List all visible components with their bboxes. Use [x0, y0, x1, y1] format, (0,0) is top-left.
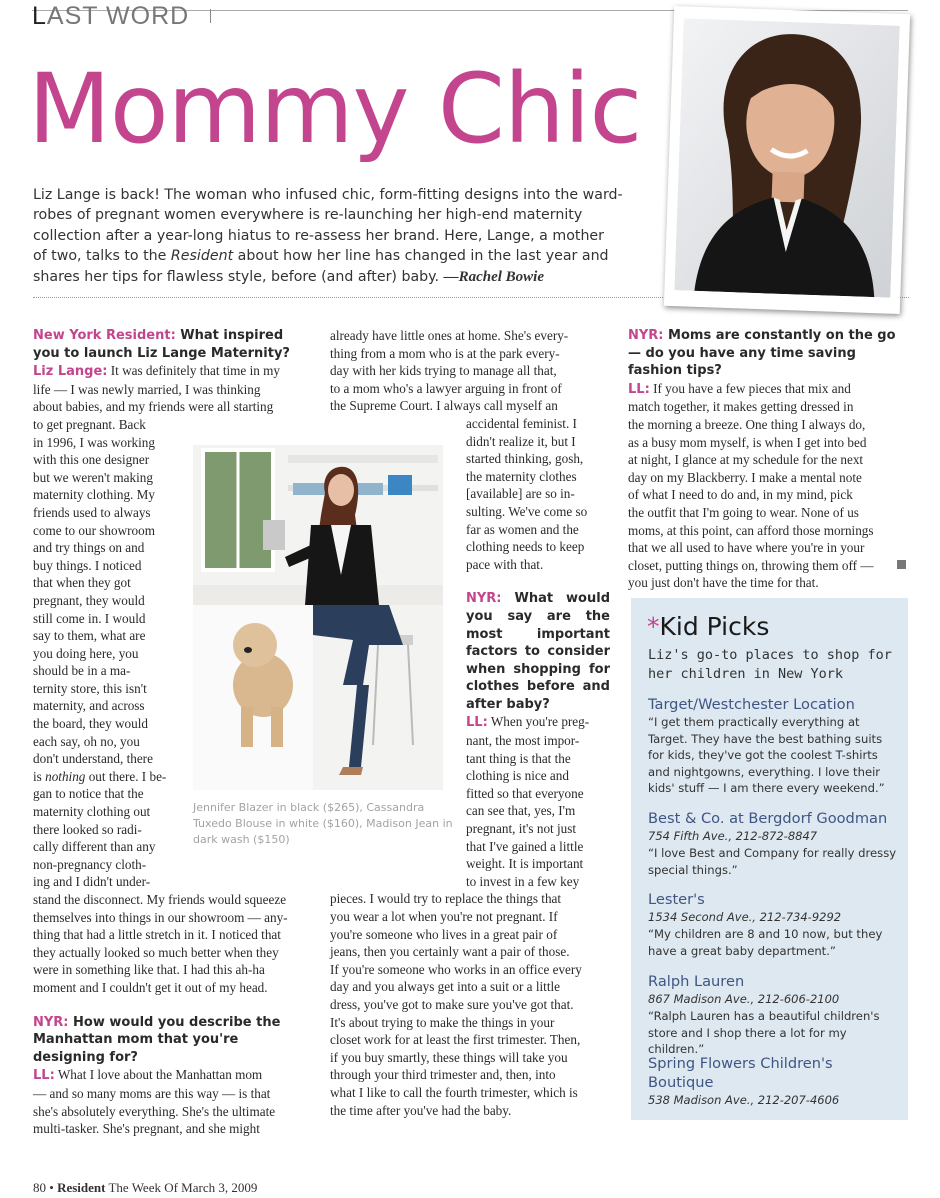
answer-line: dress, you've got to make sure you've got that.: [330, 996, 574, 1012]
question-3: [466, 590, 610, 713]
answer-line: to a mom who's a lawyer arguing in front of: [330, 380, 562, 396]
answer-line: pace with that.: [466, 556, 544, 572]
answer-line: in 1996, I was working: [33, 434, 155, 450]
answer-line: you just don't have the time for that.: [628, 575, 819, 591]
answer-line: pieces. I would try to replace the things that: [330, 891, 562, 907]
answer-line: thing from a mom who is at the park every-: [330, 345, 560, 361]
answer-line: at night, I glance at my schedule for the next: [628, 452, 864, 468]
answer-text: is: [33, 768, 46, 784]
issue-date: The Week Of March 3, 2009: [105, 1180, 258, 1195]
answer-narrow-block: [33, 416, 176, 891]
store-quote: “My children are 8 and 10 now, but they have a great baby department.”: [648, 927, 883, 958]
answer-line: day and you always get into a suit or a little: [330, 979, 560, 995]
question-text: How would you describe the Manhattan mom that you're designing for?: [33, 1014, 281, 1065]
section-label-rest: AST WORD: [46, 2, 190, 30]
answer-line: sulting. We've come so: [466, 503, 588, 519]
answer-line: she's absolutely everything. She's the ultimate: [33, 1103, 276, 1119]
answer-line: were in something like that. I had this ah-ha: [33, 962, 265, 978]
interviewer-label: NYR:: [466, 591, 502, 607]
kitchen-photo: [193, 445, 443, 790]
store-address: 538 Madison Ave., 212-207-4606: [648, 1093, 840, 1107]
answer-line: but we weren't making: [33, 469, 153, 485]
intro-line: collection after a year-long hiatus to re-assess her brand. Here, Lange, a mother: [33, 227, 604, 244]
answer-line: should be in a ma-: [33, 663, 131, 679]
intro-line: [33, 267, 633, 287]
answer-line: still come in. I would: [33, 610, 146, 626]
answer-line: clothing needs to keep: [466, 539, 585, 555]
intro-resident-italic: Resident: [170, 248, 234, 265]
question-4: [628, 327, 908, 380]
store-quote: “I love Best and Company for really dressy special things.”: [648, 846, 897, 877]
answer-line: started thinking, gosh,: [466, 451, 584, 467]
photo-caption: Jennifer Blazer in black ($265), Cassandra Tuxedo Blouse in white ($160), Madison Jean in dark wash ($150): [193, 801, 453, 846]
answer-line: the board, they would: [33, 716, 148, 732]
answer-line: of what I need to do and, in my mind, pick: [628, 487, 853, 503]
answer-line: themselves into things in our showroom — any-: [33, 909, 288, 925]
answer-line: friends used to always: [33, 504, 151, 520]
store-entry: [648, 890, 900, 959]
section-label-initial: L: [32, 2, 47, 30]
answer-line: the morning a breeze. One thing I always do,: [628, 416, 866, 432]
question-1: [33, 327, 311, 362]
intro-text: of two, talks to the: [33, 248, 171, 265]
answer-line: [33, 1066, 311, 1085]
store-address: 754 Fifth Ave., 212-872-8847: [648, 829, 818, 843]
answer-line: accidental feminist. I: [466, 415, 577, 431]
answer-line: didn't realize it, but I: [466, 433, 576, 449]
paragraph-gap: [466, 573, 610, 590]
answer-line: multi-tasker. She's pregnant, and she might: [33, 1121, 260, 1137]
answer-line: — and so many moms are this way — is that: [33, 1085, 271, 1101]
section-label: [32, 2, 189, 30]
answer-line: [33, 362, 311, 381]
magazine-name: Resident: [57, 1180, 106, 1195]
answer-line: closet, putting things on, throwing them off —: [628, 557, 874, 573]
answer-line: say to them, what are: [33, 628, 146, 644]
question-2: [33, 1014, 311, 1067]
answer-line: if you buy smartly, these things will take you: [330, 1049, 568, 1065]
portrait-photo: [664, 6, 910, 314]
header-divider-tick: [210, 9, 211, 23]
store-quote: “Ralph Lauren has a beautiful children's store and I shop there a lot for my children.”: [648, 1009, 880, 1057]
answer-line: clothing is nice and: [466, 768, 569, 784]
answer-line: jeans, then you certainly want a pair of those.: [330, 944, 570, 960]
kid-picks-title: [647, 612, 769, 641]
answer-line: buy things. I noticed: [33, 557, 142, 573]
answer-line: pregnant, it's not just: [466, 821, 577, 837]
answer-line: far as women and the: [466, 521, 579, 537]
store-name: Lester's: [648, 891, 705, 908]
answer-line: It's about trying to make the things in your: [330, 1014, 555, 1030]
answer-line: can see that, yes, I'm: [466, 803, 576, 819]
answer-line: don't understand, there: [33, 751, 153, 767]
answer-line: nant, the most impor-: [466, 733, 580, 749]
answer-text: It was definitely that time in my: [107, 363, 280, 379]
answer-line: the maternity clothes: [466, 468, 577, 484]
answer-line: moment and I couldn't get it out of my head.: [33, 979, 268, 995]
answer-line: match together, it makes getting dressed in: [628, 399, 854, 415]
answer-line: closet work for at least the first trimester. Then,: [330, 1032, 581, 1048]
answer-line: gan to notice that the: [33, 786, 144, 802]
intro-text: about how her line has changed in the last year and: [233, 248, 609, 265]
answer-line: maternity clothing. My: [33, 487, 155, 503]
answer-line: moms, at this point, can afford those mornings: [628, 522, 874, 538]
answer-line: come to our showroom: [33, 522, 155, 538]
answer-line: as a busy mom myself, is when I get into bed: [628, 434, 867, 450]
interviewee-label: Liz Lange:: [33, 364, 108, 380]
emphasis-nothing: nothing: [45, 768, 86, 784]
column-2-narrow-block: [466, 415, 610, 890]
question-text: What inspired you to launch Liz Lange Maternity?: [33, 328, 290, 361]
store-entry: [648, 695, 900, 797]
answer-line: you wear a lot when you're not pregnant. If: [330, 909, 558, 924]
answer-line: through your third trimester and, then, into: [330, 1067, 556, 1083]
answer-line: [466, 713, 610, 732]
answer-line: day on my Blackberry. I make a mental note: [628, 469, 862, 485]
intro-line: Liz Lange is back! The woman who infused chic, form-fitting designs into the ward-: [33, 187, 623, 203]
answer-line: already have little ones at home. She's every-: [330, 328, 569, 343]
answer-line: what I like to call the fourth trimester, which is: [330, 1084, 578, 1100]
answer-line: maternity, and across: [33, 698, 145, 714]
store-address: 867 Madison Ave., 212-606-2100: [648, 992, 840, 1006]
answer-line: there looked so radi-: [33, 821, 142, 837]
answer-text: out there. I be-: [85, 768, 167, 784]
article-column-3: [628, 327, 908, 592]
intro-text: shares her tips for flawless style, before (and after) baby.: [33, 268, 444, 285]
kitchen-image: [193, 445, 443, 790]
interviewer-label: New York Resident:: [33, 328, 176, 343]
store-name: Best & Co. at Bergdorf Goodman: [648, 810, 888, 827]
answer-line: the outfit that I'm going to wear. None of us: [628, 504, 859, 520]
question-text: What would you say are the most important factors to consider when shopping for clothes before and after baby?: [466, 591, 610, 712]
answer-line: thing that had a little stretch in it. I noticed that: [33, 927, 281, 943]
answer-line: you doing here, you: [33, 645, 139, 661]
store-entry: [648, 1054, 900, 1109]
answer-line: that I've gained a little: [466, 838, 584, 854]
answer-line: weight. It is important: [466, 856, 584, 872]
answer-line: [available] are so in-: [466, 486, 575, 502]
headline: Mommy Chic: [28, 53, 642, 165]
page-footer: [33, 1180, 257, 1196]
answer-line: maternity clothing out: [33, 804, 151, 820]
answer-line: ternity store, this isn't: [33, 680, 147, 696]
store-entry: [648, 809, 900, 878]
store-name: Target/Westchester Location: [648, 696, 855, 713]
answer-line: to get pregnant. Back: [33, 416, 146, 432]
interviewee-label: LL:: [466, 715, 488, 731]
answer-line: the time after you've had the baby.: [330, 1102, 512, 1118]
answer-line: tant thing is that the: [466, 750, 571, 766]
byline: —Rachel Bowie: [443, 268, 544, 285]
answer-line: each say, oh no, you: [33, 733, 140, 749]
question-text: Moms are constantly on the go — do you have any time saving fashion tips?: [628, 328, 896, 379]
intro-line: [33, 246, 633, 266]
kid-picks-title-text: Kid Picks: [659, 612, 770, 641]
answer-line: stand the disconnect. My friends would squeeze: [33, 892, 287, 907]
answer-line: that when they got: [33, 575, 131, 591]
asterisk-icon: *: [647, 612, 660, 641]
answer-line: about babies, and my friends were all starting: [33, 399, 274, 415]
page-number: 80 •: [33, 1180, 58, 1195]
answer-line: fitted so that everyone: [466, 785, 584, 801]
answer-line: life — I was newly married, I was thinking: [33, 381, 261, 397]
interviewee-label: LL:: [628, 381, 650, 397]
paragraph-gap: [33, 997, 311, 1014]
answer-line: non-pregnancy cloth-: [33, 856, 147, 872]
answer-line: day with her kids trying to manage all that,: [330, 363, 557, 379]
answer-line: [628, 380, 908, 399]
interviewer-label: NYR:: [33, 1014, 69, 1030]
answer-line: If you're someone who works in an office every: [330, 961, 582, 977]
answer-line: to invest in a few key: [466, 873, 580, 889]
answer-line: they actually looked so much better when they: [33, 944, 279, 960]
store-name: Spring Flowers Children's Boutique: [648, 1055, 833, 1091]
answer-line: the Supreme Court. I always call myself an: [330, 398, 558, 414]
store-address: 1534 Second Ave., 212-734-9292: [648, 910, 842, 924]
answer-line: with this one designer: [33, 452, 150, 468]
answer-line: [33, 768, 176, 786]
answer-text: When you're preg-: [487, 714, 590, 730]
answer-line: that we all used to have where you're in your: [628, 540, 865, 556]
answer-line: and try things on and: [33, 540, 145, 556]
portrait-image: [674, 18, 899, 297]
answer-line: ing and I didn't under-: [33, 874, 151, 890]
answer-line: cally different than any: [33, 839, 156, 855]
interviewee-label: LL:: [33, 1068, 55, 1084]
kid-picks-subtitle: Liz's go-to places to shop for her children in New York: [648, 647, 892, 682]
store-quote: “I get them practically everything at Target. They have the best bathing suits for kids, they've got the coolest T-shirts and nightgowns, everything. I love their kids' stuff — I am there every weekend.”: [648, 715, 885, 796]
store-entry: [648, 972, 900, 1058]
intro-paragraph: [33, 185, 633, 287]
store-name: Ralph Lauren: [648, 973, 745, 990]
answer-line: you're someone who lives in a great pair of: [330, 926, 558, 942]
interviewer-label: NYR:: [628, 328, 664, 343]
answer-text: If you have a few pieces that mix and: [649, 380, 851, 396]
answer-text: What I love about the Manhattan mom: [54, 1067, 263, 1083]
end-mark-square: [897, 560, 906, 569]
answer-line: pregnant, they would: [33, 592, 145, 608]
intro-line: robes of pregnant women everywhere is re-launching her high-end maternity: [33, 207, 583, 224]
